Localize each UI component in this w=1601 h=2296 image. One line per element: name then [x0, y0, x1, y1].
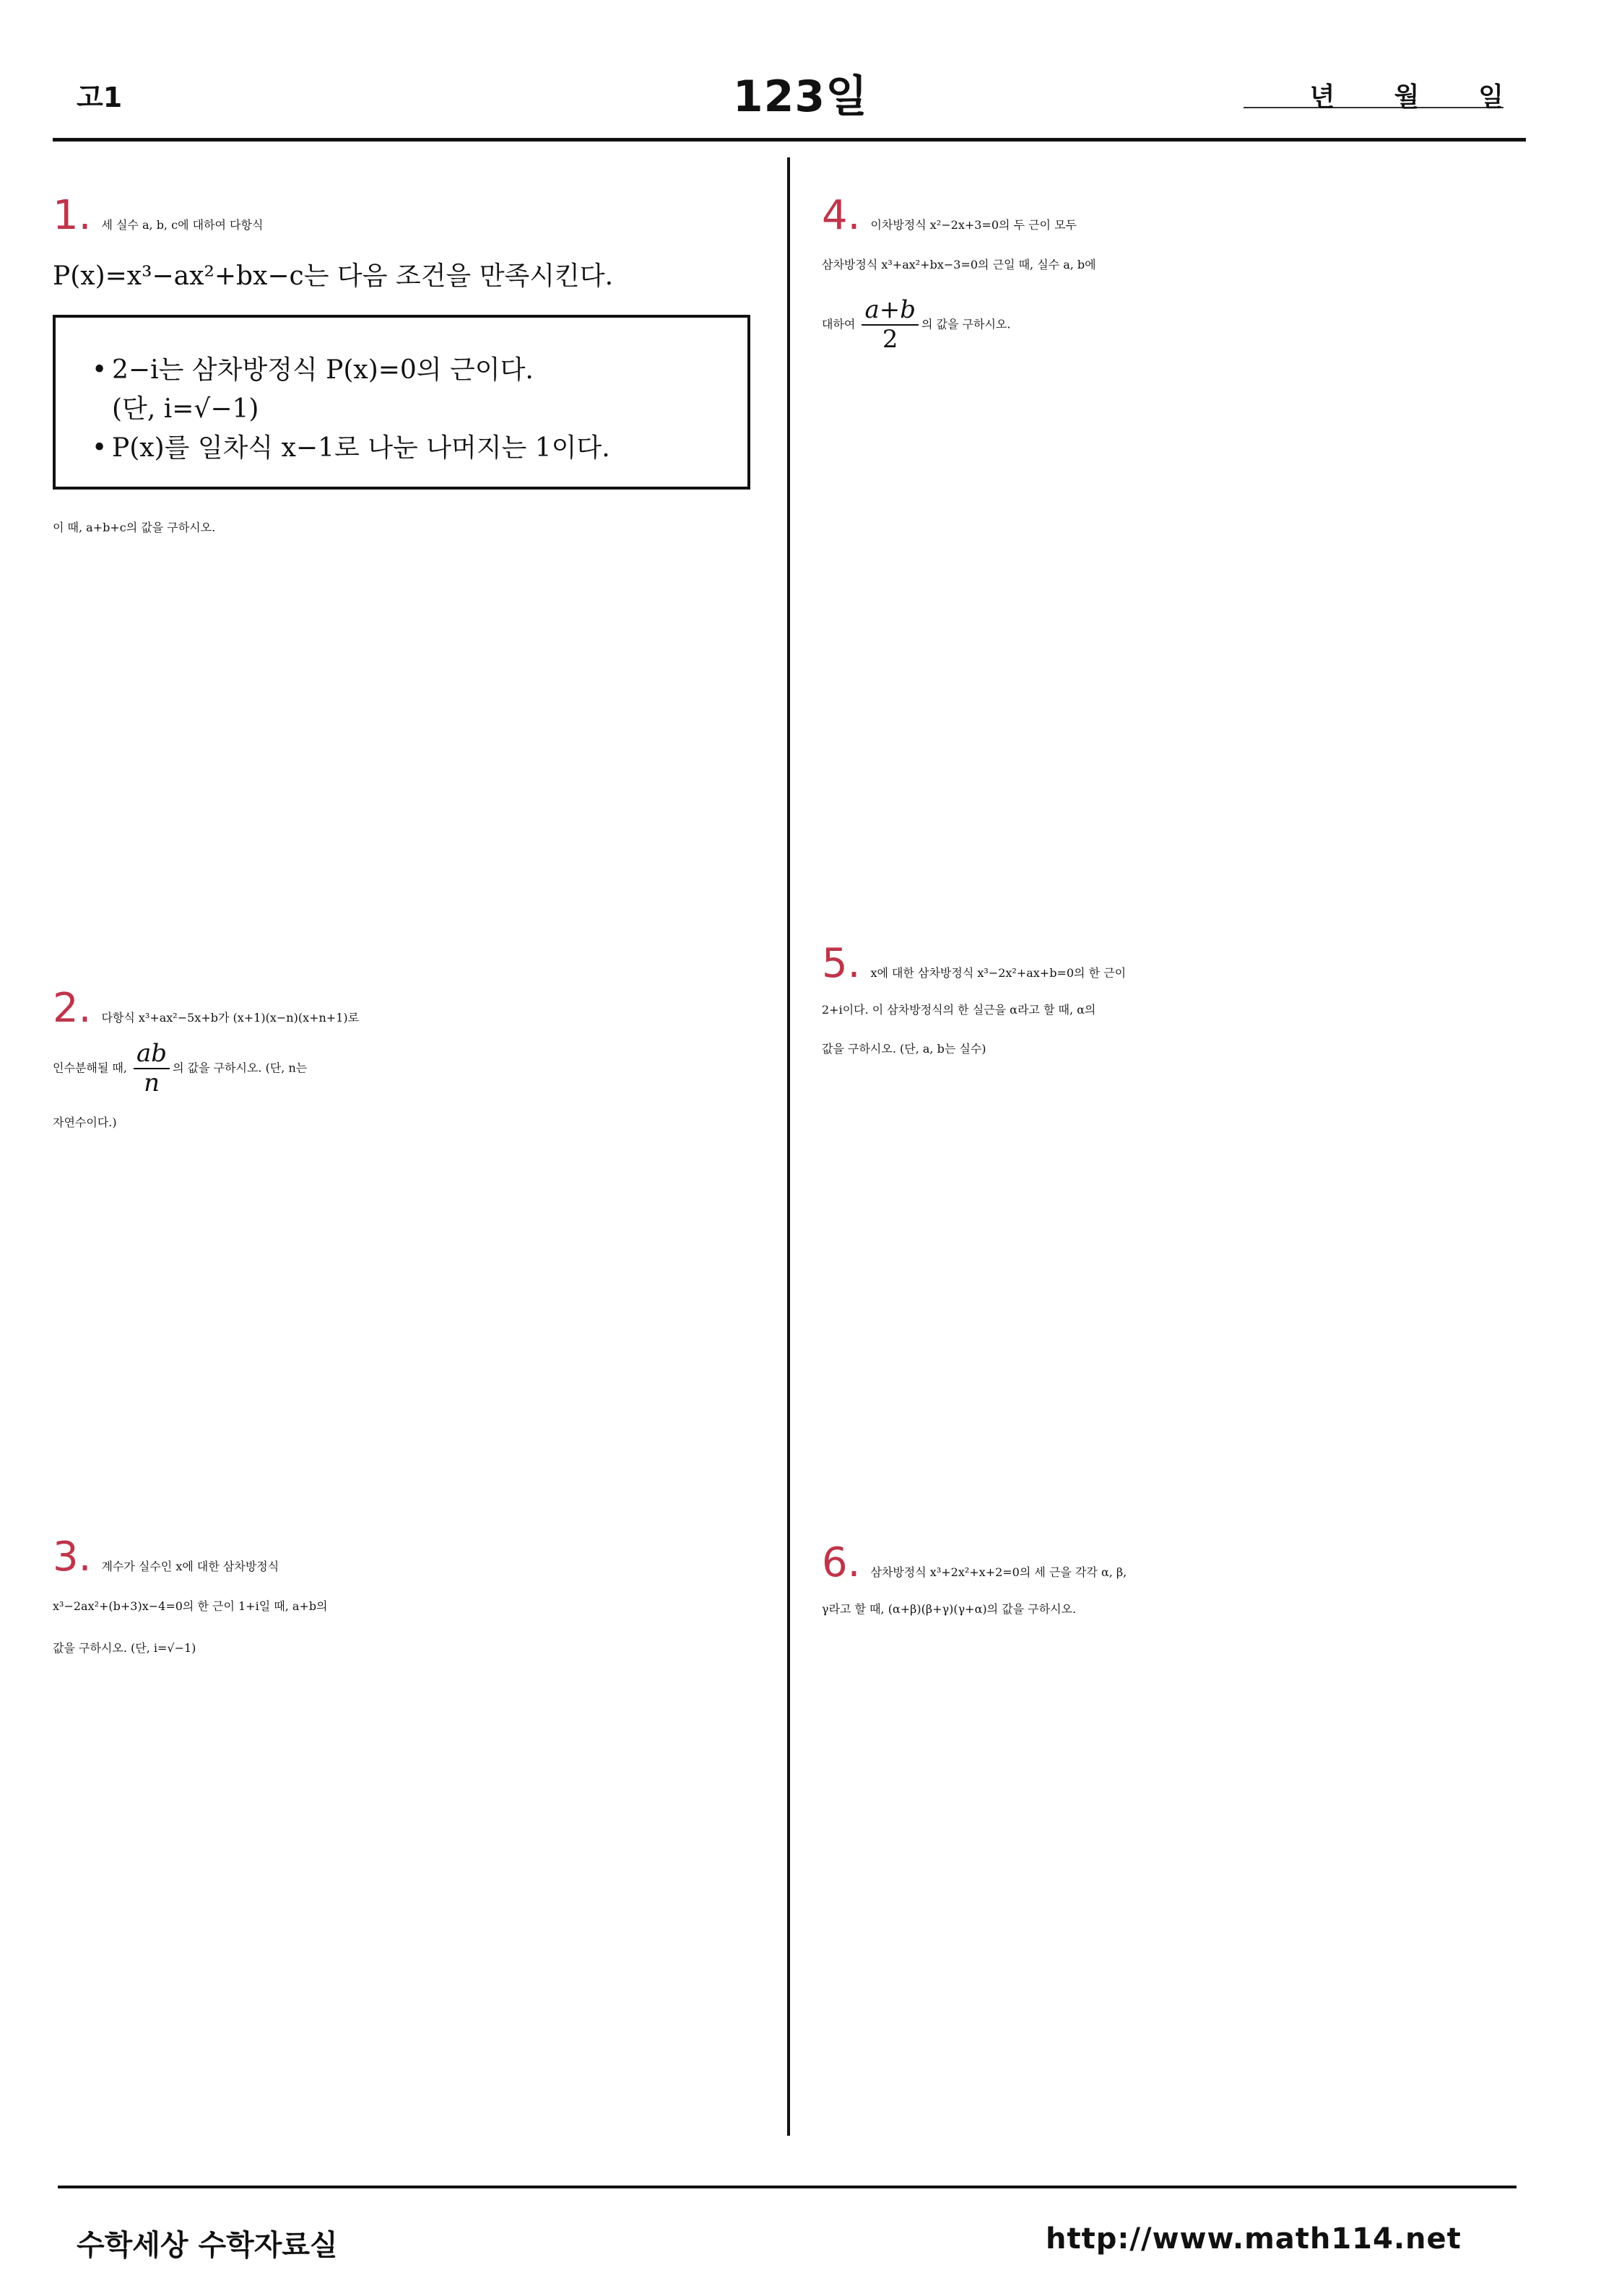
problem-2-line3: 자연수이다.): [53, 1116, 117, 1129]
problem-1-line3: 이 때, a+b+c의 값을 구하시오.: [53, 521, 216, 534]
column-divider: [787, 157, 790, 2136]
bottom-divider: [58, 2186, 1517, 2188]
problem-number: 2.: [53, 985, 92, 1032]
condition-text: 2−i는 삼차방정식 P(x)=0의 근이다.: [112, 355, 534, 385]
problem-6-line1: [822, 1539, 1127, 1586]
fraction: [862, 296, 919, 354]
condition-2: [92, 427, 610, 464]
problem-text: 계수가 실수인 x에 대한 삼차방정식: [101, 1560, 279, 1573]
problem-1-line1: [53, 192, 263, 239]
problem-1-line2: P(x)=x³−ax²+bx−c는 다음 조건을 만족시킨다.: [53, 261, 614, 291]
problem-3-line2: x³−2ax²+(b+3)x−4=0의 한 근이 1+i일 때, a+b의: [53, 1599, 328, 1613]
grade-label: 고1: [77, 82, 123, 113]
fraction-denominator: n: [144, 1069, 160, 1098]
problem-text: 세 실수 a, b, c에 대하여 다항식: [101, 218, 264, 232]
footer-site-name: 수학세상 수학자료실: [77, 2229, 338, 2262]
condition-text: P(x)를 일차식 x−1로 나눈 나머지는 1이다.: [112, 433, 610, 463]
problem-number: 6.: [822, 1539, 861, 1586]
condition-1-note: (단, i=√−1): [112, 394, 259, 424]
problem-5-line3: 값을 구하시오. (단, a, b는 실수): [822, 1042, 986, 1056]
problem-2-line2: [53, 1040, 307, 1097]
bullet-icon: •: [92, 433, 108, 463]
problem-text: 대하여: [822, 317, 856, 331]
problem-3-line3: 값을 구하시오. (단, i=√−1): [53, 1641, 196, 1655]
fraction-denominator: 2: [882, 325, 898, 355]
date-field: [1244, 77, 1504, 112]
problem-2-line1: [53, 985, 359, 1032]
date-day-label: 일: [1478, 82, 1504, 112]
problem-4-line2: 삼차방정식 x³+ax²+bx−3=0의 근일 때, 실수 a, b에: [822, 258, 1096, 271]
fraction-numerator: a+b: [862, 296, 919, 326]
problem-4-line3: [822, 296, 1010, 354]
problem-text: 의 값을 구하시오.: [921, 317, 1011, 331]
page-title: 123일: [732, 71, 869, 122]
problem-text: 다항식 x³+ax²−5x+b가 (x+1)(x−n)(x+n+1)로: [101, 1011, 360, 1025]
problem-text: 인수분해될 때,: [53, 1061, 127, 1075]
problem-5-line1: [822, 940, 1126, 987]
problem-number: 5.: [822, 940, 861, 987]
condition-1: [92, 349, 534, 386]
problem-number: 1.: [53, 192, 92, 239]
problem-number: 3.: [53, 1534, 92, 1580]
problem-text: 삼차방정식 x³+2x²+x+2=0의 세 근을 각각 α, β,: [870, 1565, 1127, 1579]
problem-4-line1: [822, 192, 1077, 239]
bullet-icon: •: [92, 355, 108, 385]
problem-5-line2: 2+i이다. 이 삼차방정식의 한 실근을 α라고 할 때, α의: [822, 1003, 1096, 1017]
problem-text: 의 값을 구하시오. (단, n는: [173, 1061, 308, 1075]
problem-text: 이차방정식 x²−2x+3=0의 두 근이 모두: [870, 218, 1077, 232]
problem-number: 4.: [822, 192, 861, 239]
problem-6-line2: γ라고 할 때, (α+β)(β+γ)(γ+α)의 값을 구하시오.: [822, 1602, 1077, 1616]
top-divider: [53, 138, 1526, 142]
date-month-label: 월: [1394, 82, 1420, 112]
footer-url-link[interactable]: http://www.math114.net: [1046, 2222, 1462, 2256]
fraction: [134, 1040, 170, 1097]
fraction-numerator: ab: [134, 1040, 170, 1069]
problem-3-line1: [53, 1534, 279, 1580]
condition-box: [53, 315, 750, 490]
problem-text: x에 대한 삼차방정식 x³−2x²+ax+b=0의 한 근이: [870, 966, 1127, 980]
date-year-label: 년: [1309, 82, 1335, 112]
